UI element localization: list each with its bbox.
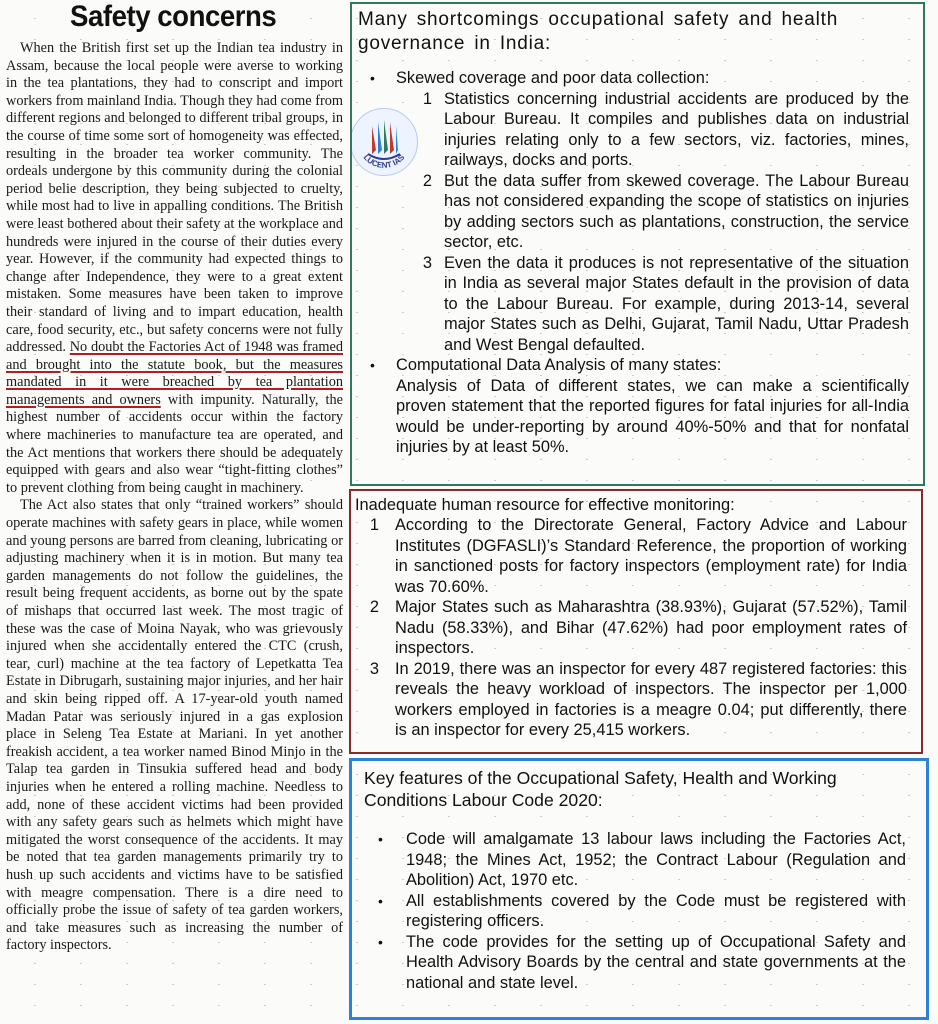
logo-text: LUCENT IAS (361, 152, 407, 170)
labour-code-item-1: • Code will amalgamate 13 labour laws including the Factories Act, 1948; the Mines Act, 1952; the Contract Labour (Regulation and Abolition) Act, 1970 etc. (352, 829, 926, 891)
human-resource-box (349, 489, 923, 754)
box2-item-3 (351, 659, 921, 741)
sub-item-text: Even the data it produces is not representative of the situation in India as several major States default in the provision of data to the Labour Bureau. For example, during 2013-14, several major States such as Delhi, Gujarat, Tamil Nadu, Uttar Pradesh and West Bengal defaulted. (444, 253, 909, 354)
labour-code-box (349, 758, 929, 1020)
newspaper-article (6, 0, 343, 1024)
item-number: 1 (369, 516, 379, 534)
article-paragraph-1-start: When the British first set up the Indian tea industry in Assam, because the local people were averse to working in the tea plantations, they had to conscript and import workers from mainland India. Though they had come from different regions and belonged to different tribal groups, in the course of time some sort of homogeneity was effected, resulting in the broader tea worker community. The ordeals undergone by this community during the colonial period belie description, they being subjected to cruelty, while most had to live in appalling conditions. The British were least bothered about their safety at the workplace and hundreds were injured in the course of their duties every year. However, if the community had expected things to change after Independence, they were to a great extent mistaken. Some measures have been taken to improve their standard of living and to impart education, health care, food security, etc., but safety concerns were not fully addressed. (6, 40, 343, 356)
sub-item-text: Statistics concerning industrial accidents are produced by the Labour Bureau. It compiles and publishes data on industrial injuries relating only to a few sectors, viz. factories, mines, railways, docks and ports. (444, 89, 909, 169)
box1-sub-item-2 (352, 171, 923, 253)
article-headline: Safety concerns (70, 0, 277, 33)
labour-code-item-3: • The code provides for the setting up of Occupational Safety and Health Advisory Boards by the central and state governments at the national and state level. (352, 932, 926, 994)
article-paragraph-1-end: with impunity. Naturally, the highest number of accidents occur within the factory where machineries to manufacture tea are operated, and the Act mentions that workers there should be adequately equipped with gears and also wear “tight-fitting clothes” to prevent clothing from being caught in machinery. (6, 391, 343, 496)
labour-code-title: Key features of the Occupational Safety, Health and Working Conditions Labour Code 2020: (364, 768, 837, 810)
box2-item-2 (351, 597, 921, 659)
human-resource-title: Inadequate human resource for effective monitoring: (355, 496, 735, 514)
labour-code-item-2: • All establishments covered by the Code must be registered with registering officers. (352, 891, 926, 932)
item-text: In 2019, there was an inspector for every 487 registered factories: this reveals the heavy workload of inspectors. The inspector per 1,000 workers employed in factories is a meagre 0.04; put differently, there is an inspector for every 25,415 workers. (395, 659, 907, 739)
item-number: 3 (369, 659, 379, 678)
bullet-skewed-coverage: • Skewed coverage and poor data collection: (352, 68, 923, 89)
article-paragraph-1 (6, 40, 343, 497)
box1-sub-item-1 (352, 89, 923, 171)
item-text: Major States such as Maharashtra (38.93%), Gujarat (57.52%), Tamil Nadu (58.33%), and Bihar (47.62%) had poor employment rates of inspectors. (395, 598, 907, 657)
bullet-computational-analysis: • Computational Data Analysis of many states: (352, 355, 923, 376)
sub-item-number: 1 (422, 89, 432, 108)
sub-item-text: But the data suffer from skewed coverage. The Labour Bureau has not considered expanding the scope of statistics on injuries by adding sectors such as plantations, construction, the service sector, etc. (444, 171, 909, 251)
sub-item-number: 3 (422, 253, 432, 272)
shortcomings-title: Many shortcomings occupational safety and health governance in India: (358, 9, 839, 54)
article-paragraph-2: The Act also states that only “trained workers” should operate machines with safety gears in place, while women and young persons are barred from cleaning, lubricating or adjusting machinery when it is in motion. But many tea garden managements do not follow the guidelines, the result being frequent accidents, as borne out by the spate of mishaps that occurred last week. The most tragic of these was the case of Moina Nayak, who was grievously injured when she accidentally entered the CTC (crush, tear, curl) machine at the tea factory of Lepetkatta Tea Estate in Dibrugarh, sustaining major injuries, and her hair and skin being ripped off. A 17-year-old youth named Madan Patar was seriously injured in a gas explosion place in Seleng Tea Estate at Mariani. In yet another freakish accident, a tea worker named Binod Minjo in the Talap tea garden in Tinsukia suffered head and body injuries when he entered a rolling machine. Needless to add, none of these accident victims had been provided with any safety gears such as helmets which might have mitigated the worst consequence of the accidents. It may be noted that tea garden managements primarily try to hush up such accidents and victims have to be satisfied with meagre compensation. There is a dire need to officially probe the issue of safety of tea garden workers, and take measures such as increasing the number of factory inspectors. (6, 497, 343, 954)
sub-item-number: 2 (422, 171, 432, 190)
box1-sub-item-3 (352, 253, 923, 356)
underlined-factories-act-sentence: No doubt the Factories Act of 1948 was framed and brought into the statute book, but the measures mandated in it were breached by tea plantation managements and owners (6, 339, 343, 408)
item-text: According to the Directorate General, Factory Advice and Labour Institutes (DGFASLI)’s Standard Reference, the proportion of working in sanctioned posts for factory inspectors (employment rate) for India was 70.60%. (395, 516, 907, 596)
item-number: 2 (369, 598, 379, 616)
shortcomings-box (350, 2, 925, 486)
box2-item-1 (351, 515, 921, 597)
computational-analysis-text: Analysis of Data of different states, we can make a scientifically proven statement that the reported figures for fatal injuries for all-India would be under-reporting by around 40%-50% and that for nonfatal injuries by at least 50%. (396, 376, 909, 456)
